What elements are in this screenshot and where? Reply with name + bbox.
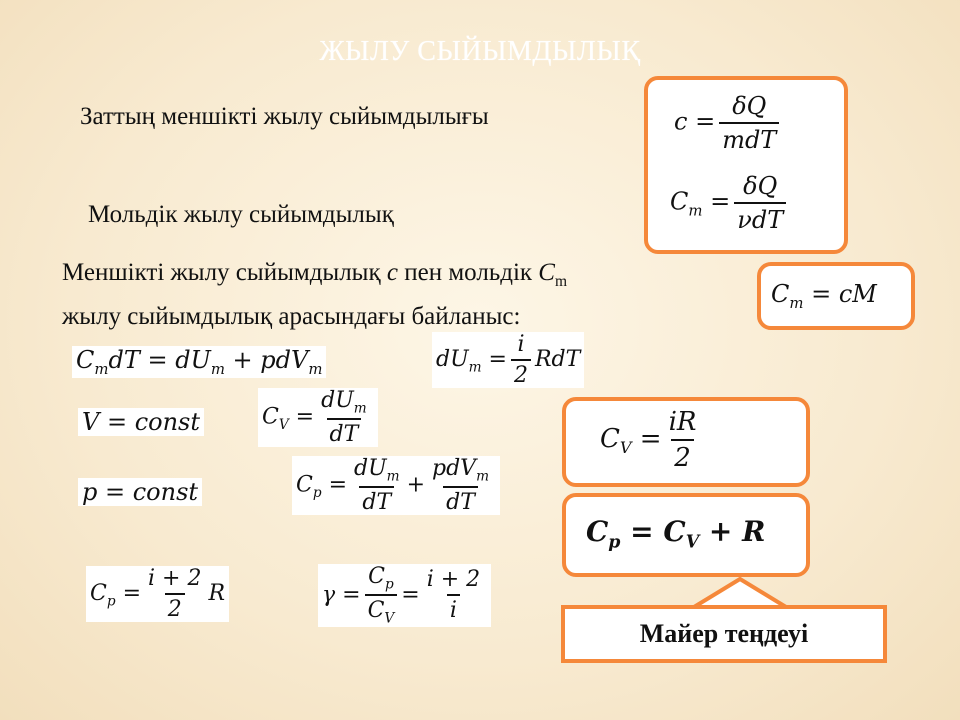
formula-cp-derivative: $C_p$ = $\frac{dU_m}{dT}$ + $\frac{pdV_m}{dT}$ — [292, 456, 500, 515]
formula-mayer: $C_p = C_V + R$ — [586, 515, 766, 553]
relation-symbol-C: C — [538, 259, 555, 286]
formula-molar-heat: $C_m$ = $\frac{\delta Q}{\text{νdT}}$ — [670, 172, 790, 234]
definition-formulas-box — [644, 76, 848, 254]
formula-first-law: $C_mdT = dU_m + pdV_m$ — [72, 346, 326, 378]
relation-subscript-m: m — [554, 273, 568, 290]
specific-heat-label: Заттың меншікті жылу сыйымдылығы — [80, 103, 489, 130]
mayer-equation-box — [562, 493, 810, 577]
relation-text-1: Меншікті жылу сыйымдылық — [62, 259, 381, 286]
relation-line-2: жылу сыйымдылық арасындағы байланыс: — [62, 303, 521, 330]
formula-cv-result: $C_V$ = $\frac{iR}{2}$ — [600, 407, 697, 473]
relation-line-1 — [62, 258, 567, 292]
mayer-label-text: Майер теңдеуі — [639, 619, 809, 648]
formula-v-const: V = const — [78, 408, 204, 436]
relation-formula-box — [757, 262, 915, 330]
formula-p-const: p = const — [78, 478, 202, 506]
mayer-label-box — [561, 605, 887, 663]
formula-cv-derivative: $C_V$ = $\frac{dU_m}{dT}$ — [258, 388, 378, 447]
cv-result-box — [562, 397, 810, 487]
molar-heat-label: Мольдік жылу сыйымдылық — [88, 201, 394, 228]
slide-title: ЖЫЛУ СЫЙЫМДЫЛЫҚ — [319, 36, 641, 67]
formula-cm-equals-cM: $C_m$ = cM — [771, 280, 877, 312]
relation-symbol-c: c — [386, 259, 398, 286]
formula-specific-heat: c = $\frac{\delta Q}{\text{mdT}}$ — [674, 92, 783, 154]
formula-cp-value: $C_p$ = $\frac{i + 2}{2}$ R — [86, 566, 229, 622]
formula-gamma: γ = $\frac{C_p}{C_V}$ = $\frac{i + 2}{i}$ — [318, 564, 491, 627]
relation-text-2: пен мольдік — [404, 259, 533, 286]
formula-internal-energy: $dU_m$ = $\frac{i}{2}$ RdT — [432, 332, 584, 388]
